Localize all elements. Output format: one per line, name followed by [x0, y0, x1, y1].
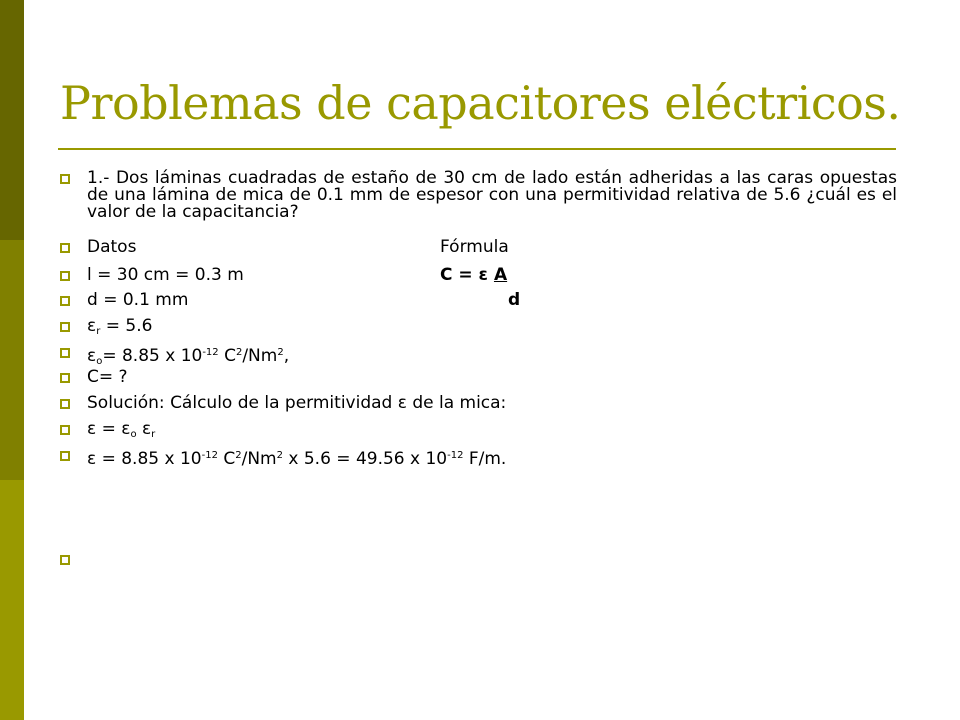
- datos-label: Datos: [87, 237, 137, 257]
- bullet-icon: [60, 373, 70, 383]
- distance-value: d = 0.1 mm: [87, 290, 189, 310]
- relative-permittivity: $\varepsilon_r = 5.6$: [87, 316, 153, 337]
- formula-a: A: [493, 265, 508, 285]
- bullet-icon: [60, 451, 70, 461]
- bullet-icon: [60, 243, 70, 253]
- title-underline: [58, 148, 896, 150]
- permittivity-calculation: ε = 8.85 x $10^{-12}$ $C^2/Nm^2$ x 5.6 = 49.56 x $10^{-12}$ F/m.: [87, 449, 507, 469]
- bullet-icon: [60, 555, 70, 565]
- side-bar-segment-middle: [0, 240, 24, 480]
- formula-c: C = ε: [440, 265, 494, 285]
- formula-label: Fórmula: [440, 237, 509, 257]
- bullet-icon: [60, 399, 70, 409]
- side-accent-bar: [0, 0, 24, 720]
- vacuum-permittivity: $\varepsilon_o= 8.85$ x $10^{-12}$ $C^2/Nm^2$,: [87, 346, 290, 367]
- formula-numerator: [440, 267, 507, 284]
- bullet-icon: [60, 296, 70, 306]
- bullet-icon: [60, 271, 70, 281]
- bullet-icon: [60, 348, 70, 358]
- problem-text: 1.- Dos láminas cuadradas de estaño de 30 cm de lado están adheridas a las caras opuestas de una lámina de mica de 0.1 mm de espesor con una permitividad relativa de 5.6 ¿cuál es el valor de la capacitancia?: [87, 168, 897, 222]
- formula-denominator: d: [508, 290, 521, 310]
- bullet-icon: [60, 322, 70, 332]
- bullet-icon: [60, 174, 70, 184]
- length-value: l = 30 cm = 0.3 m: [87, 265, 244, 285]
- side-bar-segment-top: [0, 0, 24, 240]
- solution-heading: Solución: Cálculo de la permitividad ε de la mica:: [87, 393, 507, 413]
- capacitance-unknown: C= ?: [87, 367, 128, 387]
- side-bar-segment-bottom: [0, 480, 24, 720]
- permittivity-equation: $\varepsilon = \varepsilon_o$ $\varepsilon_r$: [87, 419, 156, 440]
- bullet-icon: [60, 425, 70, 435]
- slide-title: Problemas de capacitores eléctricos.: [60, 76, 901, 130]
